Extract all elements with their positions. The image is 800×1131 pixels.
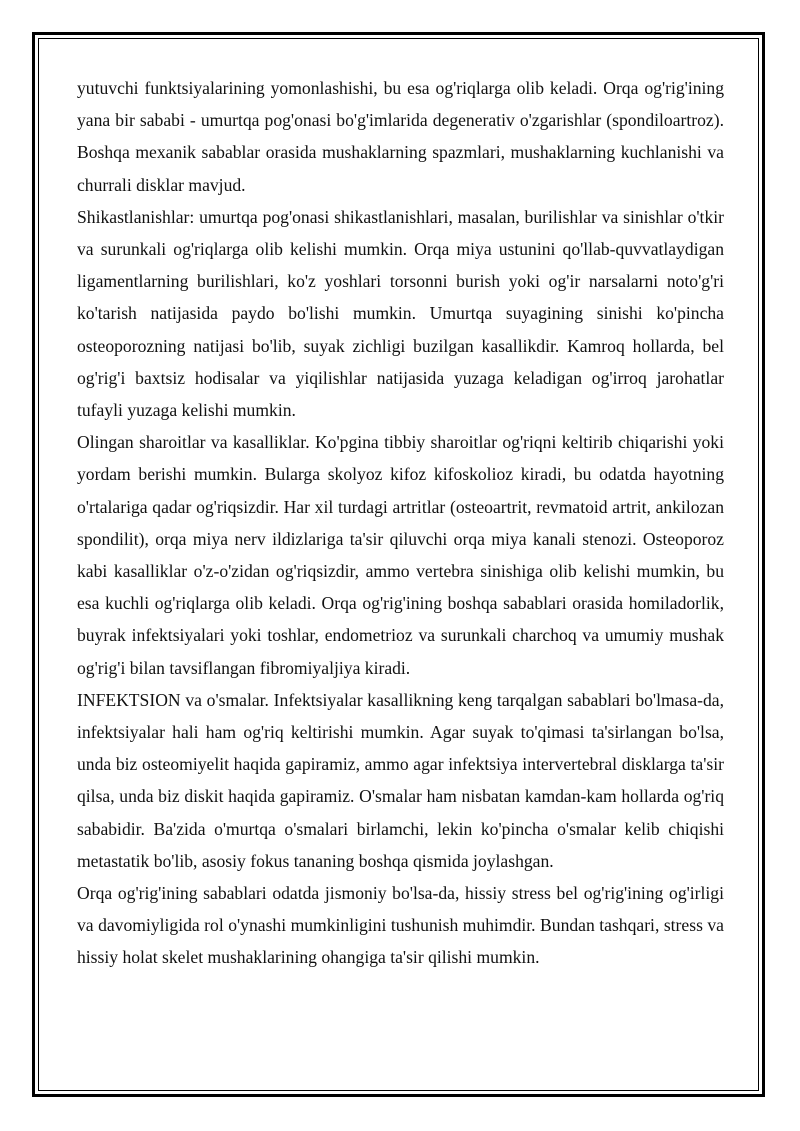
paragraph-injuries: Shikastlanishlar: umurtqa pog'onasi shikastlanishlari, masalan, burilishlar va sinishlar o'tkir va surunkali og'riqlarga olib kelishi mumkin. Orqa miya ustunini qo'llab-quvvatlaydigan ligamentlarning burilishlari, ko'z yoshlari torsonni burish yoki og'ir narsalarni noto'g'ri ko'tarish natijasida paydo bo'lishi mumkin. Umurtqa suyagining sinishi ko'pincha osteoporozning natijasi bo'lib, suyak zichligi buzilgan kasallikdir. Kamroq hollarda, bel og'rig'i baxtsiz hodisalar va yiqilishlar natijasida yuzaga keladigan og'irroq jarohatlar tufayli yuzaga kelishi mumkin.	[77, 206, 724, 421]
paragraph-conditions-diseases: Olingan sharoitlar va kasalliklar. Ko'pgina tibbiy sharoitlar og'riqni keltirib chiqarishi yoki yordam berishi mumkin. Bularga skolyoz kifoz kifoskolioz kiradi, bu odatda hayotning o'rtalariga qadar og'riqsizdir. Har xil turdagi artritlar (osteoartrit, revmatoid artrit, ankilozan spondilit), orqa miya nerv ildizlariga ta'sir qiluvchi orqa miya kanali stenozi. Osteoporoz kabi kasalliklar o'z-o'zidan og'riqsizdir, ammo vertebra sinishiga olib kelishi mumkin, bu esa kuchli og'riqlarga olib keladi. Orqa og'rig'ining boshqa sabablari orasida homiladorlik, buyrak infektsiyalari yoki toshlar, endometrioz va surunkali charchoq va umumiy mushak og'rig'i bilan tavsiflangan fibromiyaljiya kiradi.	[77, 432, 724, 678]
paragraph-mechanical-causes: yutuvchi funktsiyalarining yomonlashishi, bu esa og'riqlarga olib keladi. Orqa og'rig'ining yana bir sababi - umurtqa pog'onasi bo'g'imlarida degenerativ o'zgarishlar (spondiloartroz). Boshqa mexanik sabablar orasida mushaklarning spazmlari, mushaklarning kuchlanishi va churrali disklar mavjud.	[77, 78, 724, 195]
paragraph-infections-tumors: INFEKTSION va o'smalar. Infektsiyalar kasallikning keng tarqalgan sabablari bo'lmasa-da, infektsiyalar hali ham og'riq keltirishi mumkin. Agar suyak to'qimasi ta'sirlangan bo'lsa, unda biz osteomiyelit haqida gapiramiz, ammo agar infektsiya intervertebral disklarga ta'sir qilsa, unda biz diskit haqida gapiramiz. O'smalar ham nisbatan kamdan-kam hollarda og'riq sababidir. Ba'zida o'murtqa o'smalari birlamchi, lekin ko'pincha o'smalar kelib chiqishi metastatik bo'lib, asosiy fokus tananing boshqa qismida joylashgan.	[77, 689, 724, 871]
document-body	[77, 72, 724, 1084]
paragraph-emotional-stress: Orqa og'rig'ining sabablari odatda jismoniy bo'lsa-da, hissiy stress bel og'rig'ining og'irligi va davomiyligida rol o'ynashi mumkinligini tushunish muhimdir. Bundan tashqari, stress va hissiy holat skelet mushaklarining ohangiga ta'sir qilishi mumkin.	[77, 883, 724, 968]
